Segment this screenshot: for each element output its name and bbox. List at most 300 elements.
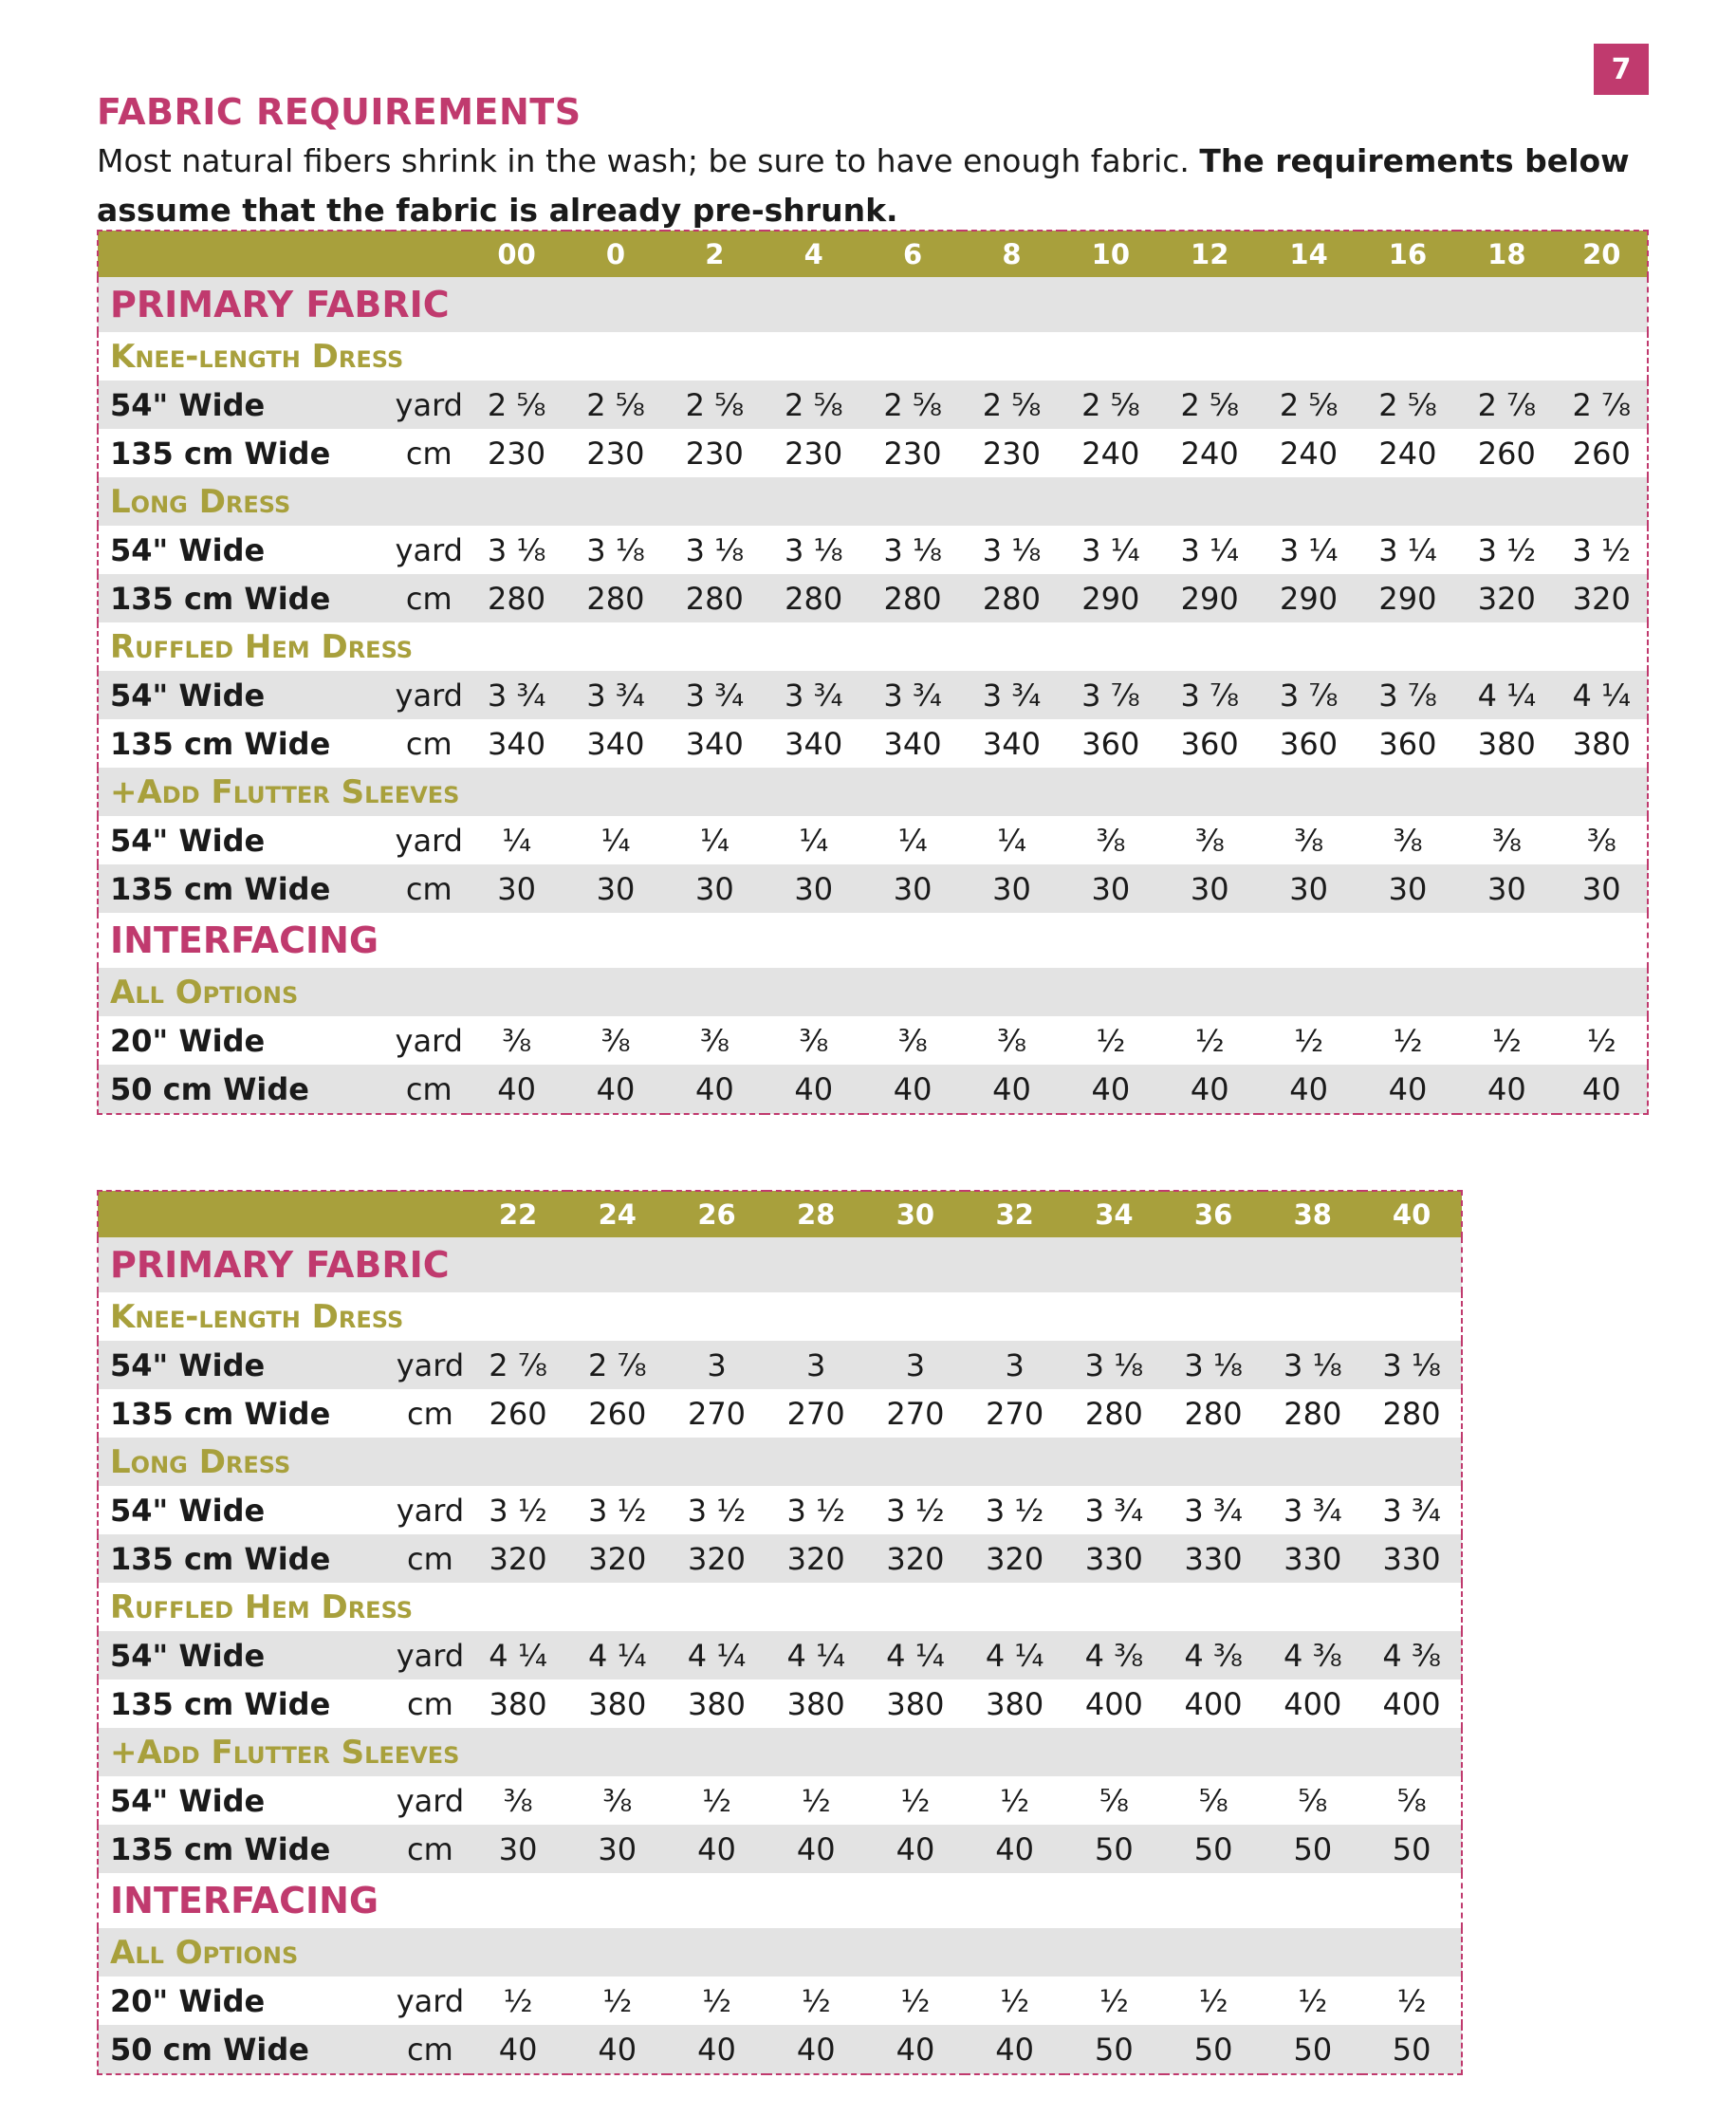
size-header: 2 (705, 238, 725, 270)
table-row (98, 1486, 1462, 1534)
row-value: 3 ⅛ (685, 531, 745, 568)
row-value: 3 ⅛ (1184, 1346, 1243, 1383)
row-value: 3 ¼ (1279, 531, 1339, 568)
row-unit: yard (395, 677, 463, 714)
row-value: 40 (896, 1830, 935, 1867)
row-value: 3 ⅞ (1279, 677, 1339, 714)
row-value: 380 (588, 1685, 647, 1722)
row-value: 50 (1293, 2031, 1333, 2068)
table-row (98, 1389, 1462, 1438)
size-header: 4 (803, 238, 823, 270)
table-row (98, 719, 1648, 768)
group-title: Long Dress (110, 482, 291, 521)
row-value: 3 (905, 1346, 926, 1383)
row-value: ⅜ (1393, 822, 1423, 859)
row-value: 30 (794, 870, 834, 907)
row-value: 3 ¾ (1084, 1492, 1144, 1529)
row-value: 360 (1180, 725, 1239, 762)
row-value: 30 (598, 1830, 637, 1867)
group-row (98, 1928, 1462, 1977)
row-value: ⅜ (503, 1782, 533, 1819)
row-value: 40 (1388, 1070, 1428, 1107)
row-value: 3 ¾ (784, 677, 843, 714)
row-value: ⅜ (1586, 822, 1616, 859)
row-value: 340 (586, 725, 645, 762)
row-value: 2 ⅝ (1081, 386, 1140, 423)
row-value: 40 (796, 2031, 836, 2068)
section-row (98, 1237, 1462, 1292)
row-value: 40 (1289, 1070, 1328, 1107)
group-title: Knee-length Dress (110, 337, 404, 376)
row-value: ⅜ (1491, 822, 1522, 859)
row-value: 360 (1280, 725, 1339, 762)
row-label: 135 cm Wide (110, 1395, 331, 1432)
row-value: ½ (1000, 1782, 1030, 1819)
row-value: 40 (1091, 1070, 1131, 1107)
row-value: ⅝ (1298, 1782, 1328, 1819)
row-value: 360 (1378, 725, 1437, 762)
table-row (98, 574, 1648, 622)
row-unit: cm (407, 2031, 453, 2068)
row-value: ⅜ (502, 1022, 532, 1059)
row-value: ⅜ (600, 1022, 631, 1059)
row-value: ½ (701, 1782, 731, 1819)
row-unit: cm (407, 1685, 453, 1722)
row-label: 135 cm Wide (110, 870, 331, 907)
size-header: 14 (1289, 238, 1328, 270)
row-value: 40 (796, 1830, 836, 1867)
row-label: 54" Wide (110, 822, 266, 859)
row-value: ½ (801, 1782, 831, 1819)
table-row (98, 1825, 1462, 1873)
row-label: 135 cm Wide (110, 1830, 331, 1867)
size-header: 40 (1392, 1198, 1431, 1231)
group-title: +Add Flutter Sleeves (110, 1733, 460, 1772)
row-value: 40 (697, 1830, 736, 1867)
table-row (98, 1680, 1462, 1728)
row-value: 40 (596, 1070, 636, 1107)
row-value: 280 (883, 580, 942, 617)
row-value: ⅜ (699, 1022, 729, 1059)
row-value: 50 (1293, 1830, 1333, 1867)
row-value: 380 (1477, 725, 1536, 762)
row-value: ½ (1586, 1022, 1616, 1059)
section-title: INTERFACING (110, 919, 379, 961)
table-row (98, 1065, 1648, 1114)
row-value: 290 (1081, 580, 1140, 617)
header-blank (98, 231, 467, 277)
table-row (98, 429, 1648, 477)
row-value: 280 (586, 580, 645, 617)
row-value: 3 ⅛ (487, 531, 546, 568)
row-value: 3 ¾ (883, 677, 942, 714)
row-unit: yard (396, 1492, 465, 1529)
intro-bold: The requirements below assume that the fabric is already pre-shrunk. (97, 142, 1630, 229)
size-header: 20 (1582, 238, 1621, 270)
row-value: 50 (1392, 2031, 1431, 2068)
row-unit: cm (405, 1070, 452, 1107)
row-unit: cm (405, 870, 452, 907)
row-value: 40 (992, 1070, 1031, 1107)
row-value: 3 ¼ (1180, 531, 1239, 568)
row-value: 3 ¾ (1382, 1492, 1441, 1529)
row-value: 3 ⅛ (982, 531, 1042, 568)
row-value: 30 (1581, 870, 1621, 907)
row-value: 270 (886, 1395, 945, 1432)
row-value: 3 ¾ (982, 677, 1042, 714)
row-value: 3 ½ (1477, 531, 1537, 568)
row-label: 50 cm Wide (110, 2031, 309, 2068)
row-value: ½ (801, 1982, 831, 2019)
row-value: 240 (1180, 435, 1239, 472)
row-value: 230 (982, 435, 1041, 472)
row-value: ½ (1198, 1982, 1228, 2019)
row-label: 54" Wide (110, 386, 266, 423)
row-value: 3 ½ (1572, 531, 1632, 568)
row-value: ¼ (799, 822, 829, 859)
section-row (98, 913, 1648, 968)
row-value: 40 (794, 1070, 834, 1107)
row-value: ⅝ (1198, 1782, 1228, 1819)
row-value: 3 ¾ (1184, 1492, 1243, 1529)
group-row (98, 1728, 1462, 1776)
row-value: 380 (489, 1685, 547, 1722)
group-row (98, 968, 1648, 1016)
row-value: 290 (1180, 580, 1239, 617)
row-value: 320 (687, 1540, 747, 1577)
row-value: 260 (489, 1395, 547, 1432)
row-value: 3 ½ (886, 1492, 945, 1529)
row-value: 240 (1378, 435, 1437, 472)
row-value: 400 (1084, 1685, 1143, 1722)
row-value: 2 ⅝ (685, 386, 745, 423)
row-value: ½ (1000, 1982, 1030, 2019)
group-title: All Options (110, 1933, 299, 1972)
row-unit: yard (395, 531, 463, 568)
row-value: ½ (602, 1982, 633, 2019)
row-value: 270 (786, 1395, 845, 1432)
table-row (98, 1776, 1462, 1825)
row-value: ⅜ (602, 1782, 633, 1819)
row-value: 3 ¾ (685, 677, 745, 714)
row-value: 380 (1572, 725, 1631, 762)
row-value: 280 (1184, 1395, 1243, 1432)
row-value: 280 (1382, 1395, 1441, 1432)
row-unit: cm (405, 435, 452, 472)
section-title: PRIMARY FABRIC (110, 1244, 450, 1286)
size-header: 28 (797, 1198, 836, 1231)
size-header-row (98, 1191, 1462, 1237)
row-value: 40 (1487, 1070, 1526, 1107)
row-unit: yard (396, 1346, 465, 1383)
size-header: 22 (498, 1198, 538, 1231)
row-label: 135 cm Wide (110, 1540, 331, 1577)
row-value: 3 ⅞ (1180, 677, 1239, 714)
row-value: 2 ⅝ (784, 386, 843, 423)
row-value: 40 (1190, 1070, 1229, 1107)
row-label: 135 cm Wide (110, 580, 331, 617)
row-value: ⅝ (1396, 1782, 1427, 1819)
row-value: 2 ⅝ (1378, 386, 1437, 423)
row-value: 340 (785, 725, 843, 762)
row-value: 40 (1581, 1070, 1621, 1107)
row-value: 320 (489, 1540, 547, 1577)
row-value: 280 (685, 580, 744, 617)
size-header: 38 (1293, 1198, 1332, 1231)
row-value: 40 (598, 2031, 637, 2068)
row-label: 54" Wide (110, 1492, 266, 1529)
row-value: ½ (503, 1982, 533, 2019)
table-row (98, 816, 1648, 864)
row-value: 3 ½ (786, 1492, 845, 1529)
row-value: 4 ¼ (1572, 677, 1632, 714)
row-value: 30 (497, 870, 536, 907)
row-value: 260 (1572, 435, 1631, 472)
row-value: 280 (488, 580, 546, 617)
row-value: 270 (687, 1395, 747, 1432)
row-value: 40 (697, 2031, 736, 2068)
row-value: 330 (1284, 1540, 1342, 1577)
row-value: 3 ⅛ (1382, 1346, 1441, 1383)
group-row (98, 1583, 1462, 1631)
row-label: 135 cm Wide (110, 435, 331, 472)
row-value: 230 (488, 435, 546, 472)
row-value: 3 ¼ (1081, 531, 1140, 568)
row-value: 2 ⅝ (1180, 386, 1239, 423)
row-label: 135 cm Wide (110, 1685, 331, 1722)
table-row (98, 2025, 1462, 2074)
row-value: 50 (1095, 1830, 1134, 1867)
row-value: 2 ⅞ (489, 1346, 547, 1383)
row-value: 320 (1477, 580, 1536, 617)
intro-text (97, 137, 1653, 235)
row-value: ½ (1491, 1022, 1522, 1059)
row-value: 240 (1280, 435, 1339, 472)
row-value: 2 ⅝ (487, 386, 546, 423)
row-value: 3 ¼ (1378, 531, 1437, 568)
row-value: ¼ (996, 822, 1026, 859)
row-value: 320 (786, 1540, 845, 1577)
size-header-row (98, 231, 1648, 277)
row-value: 3 ½ (588, 1492, 647, 1529)
row-value: ⅜ (996, 1022, 1026, 1059)
row-value: 3 ½ (687, 1492, 747, 1529)
row-value: 4 ¼ (886, 1637, 945, 1674)
row-value: 30 (1388, 870, 1428, 907)
row-unit: yard (396, 1637, 465, 1674)
group-title: All Options (110, 973, 299, 1012)
group-row (98, 622, 1648, 671)
row-value: 240 (1081, 435, 1140, 472)
row-value: 30 (694, 870, 734, 907)
row-value: 30 (1487, 870, 1526, 907)
row-value: 260 (1477, 435, 1536, 472)
row-value: 30 (596, 870, 636, 907)
row-unit: cm (407, 1540, 453, 1577)
fabric-table-2 (97, 1190, 1463, 2075)
row-value: 30 (893, 870, 933, 907)
row-value: ½ (701, 1982, 731, 2019)
table-row (98, 1977, 1462, 2025)
size-header: 36 (1193, 1198, 1233, 1231)
size-header: 16 (1388, 238, 1428, 270)
row-unit: cm (405, 725, 452, 762)
row-unit: yard (395, 822, 463, 859)
row-value: 360 (1081, 725, 1140, 762)
row-value: 3 ¾ (1284, 1492, 1342, 1529)
row-value: 400 (1284, 1685, 1342, 1722)
row-value: 40 (498, 2031, 538, 2068)
size-header: 00 (497, 238, 536, 270)
header-blank (98, 1191, 469, 1237)
row-value: 4 ⅜ (1382, 1637, 1441, 1674)
row-value: 290 (1280, 580, 1339, 617)
row-unit: yard (395, 386, 463, 423)
row-value: 4 ¼ (1477, 677, 1537, 714)
row-value: 230 (785, 435, 843, 472)
row-value: 320 (588, 1540, 647, 1577)
row-value: 280 (785, 580, 843, 617)
row-label: 50 cm Wide (110, 1070, 309, 1107)
row-value: 280 (1284, 1395, 1342, 1432)
row-unit: cm (407, 1395, 453, 1432)
row-value: 3 ⅛ (586, 531, 645, 568)
row-value: 230 (883, 435, 942, 472)
row-value: 2 ⅝ (883, 386, 942, 423)
row-value: 30 (1091, 870, 1131, 907)
row-value: ⅜ (799, 1022, 829, 1059)
row-label: 54" Wide (110, 1346, 266, 1383)
size-header: 8 (1002, 238, 1022, 270)
row-value: 340 (488, 725, 546, 762)
row-value: 380 (786, 1685, 845, 1722)
row-value: 3 (1005, 1346, 1025, 1383)
row-value: ½ (1396, 1982, 1427, 2019)
row-value: 320 (886, 1540, 945, 1577)
row-value: 30 (992, 870, 1031, 907)
group-title: Long Dress (110, 1442, 291, 1481)
size-header: 10 (1091, 238, 1131, 270)
row-value: 4 ¼ (985, 1637, 1044, 1674)
row-value: ½ (1298, 1982, 1328, 2019)
row-value: 2 ⅞ (1572, 386, 1632, 423)
row-label: 54" Wide (110, 677, 266, 714)
row-label: 54" Wide (110, 531, 266, 568)
section-title: INTERFACING (110, 1880, 379, 1921)
row-value: 280 (982, 580, 1041, 617)
section-row (98, 1873, 1462, 1928)
group-title: +Add Flutter Sleeves (110, 772, 460, 811)
fabric-table-1 (97, 230, 1649, 1115)
row-value: ¼ (897, 822, 928, 859)
row-value: 40 (893, 1070, 933, 1107)
row-value: ½ (1194, 1022, 1225, 1059)
table-row (98, 1016, 1648, 1065)
size-header: 32 (995, 1198, 1034, 1231)
row-value: 3 ½ (985, 1492, 1044, 1529)
row-value: 280 (1084, 1395, 1143, 1432)
group-row (98, 477, 1648, 526)
table-row (98, 381, 1648, 429)
row-value: 3 (806, 1346, 826, 1383)
row-value: 3 ⅛ (883, 531, 942, 568)
row-value: ½ (1096, 1022, 1126, 1059)
row-value: 3 ⅛ (784, 531, 843, 568)
row-value: ⅜ (1096, 822, 1126, 859)
group-title: Ruffled Hem Dress (110, 1587, 414, 1626)
table-row (98, 864, 1648, 913)
section-title: PRIMARY FABRIC (110, 284, 450, 325)
row-value: 30 (1190, 870, 1229, 907)
row-value: ⅜ (1294, 822, 1324, 859)
row-value: 50 (1193, 2031, 1233, 2068)
group-title: Ruffled Hem Dress (110, 627, 414, 666)
page-number: 7 (1594, 44, 1649, 95)
row-value: 40 (995, 2031, 1035, 2068)
row-value: 40 (497, 1070, 536, 1107)
row-unit: yard (396, 1982, 465, 2019)
size-header: 12 (1191, 238, 1229, 270)
row-value: 330 (1184, 1540, 1243, 1577)
group-row (98, 1292, 1462, 1341)
row-value: 4 ⅜ (1284, 1637, 1342, 1674)
row-value: 3 ¾ (586, 677, 645, 714)
row-value: 4 ⅜ (1084, 1637, 1144, 1674)
size-header: 34 (1095, 1198, 1134, 1231)
row-value: 30 (498, 1830, 538, 1867)
row-value: 3 ⅞ (1081, 677, 1140, 714)
row-value: 340 (982, 725, 1041, 762)
row-unit: cm (407, 1830, 453, 1867)
group-row (98, 1438, 1462, 1486)
page-title: FABRIC REQUIREMENTS (97, 91, 582, 133)
group-row (98, 768, 1648, 816)
row-value: 330 (1084, 1540, 1143, 1577)
row-value: 2 ⅝ (586, 386, 645, 423)
row-value: ¼ (699, 822, 729, 859)
size-header: 0 (605, 238, 626, 270)
table-row (98, 1631, 1462, 1680)
row-label: 54" Wide (110, 1637, 266, 1674)
table-row (98, 671, 1648, 719)
row-value: 400 (1184, 1685, 1243, 1722)
intro-normal: Most natural fibers shrink in the wash; be sure to have enough fabric. (97, 142, 1200, 179)
size-header: 30 (896, 1198, 935, 1231)
row-value: 3 ⅛ (1284, 1346, 1342, 1383)
row-value: 320 (1572, 580, 1631, 617)
row-label: 20" Wide (110, 1022, 266, 1059)
row-value: 230 (685, 435, 744, 472)
row-unit: yard (396, 1782, 465, 1819)
row-unit: cm (405, 580, 452, 617)
row-value: 3 ⅛ (1084, 1346, 1144, 1383)
row-value: 40 (995, 1830, 1035, 1867)
group-row (98, 332, 1648, 381)
row-value: 380 (886, 1685, 945, 1722)
row-value: 4 ¼ (786, 1637, 845, 1674)
row-value: 290 (1378, 580, 1437, 617)
row-value: ⅜ (1194, 822, 1225, 859)
row-value: 3 (707, 1346, 727, 1383)
row-value: ½ (900, 1982, 931, 2019)
row-value: 330 (1382, 1540, 1441, 1577)
row-value: 3 ⅞ (1378, 677, 1437, 714)
row-value: 4 ⅜ (1184, 1637, 1243, 1674)
table-row (98, 1534, 1462, 1583)
row-value: 2 ⅞ (588, 1346, 647, 1383)
row-value: 2 ⅞ (1477, 386, 1537, 423)
size-header: 24 (598, 1198, 637, 1231)
